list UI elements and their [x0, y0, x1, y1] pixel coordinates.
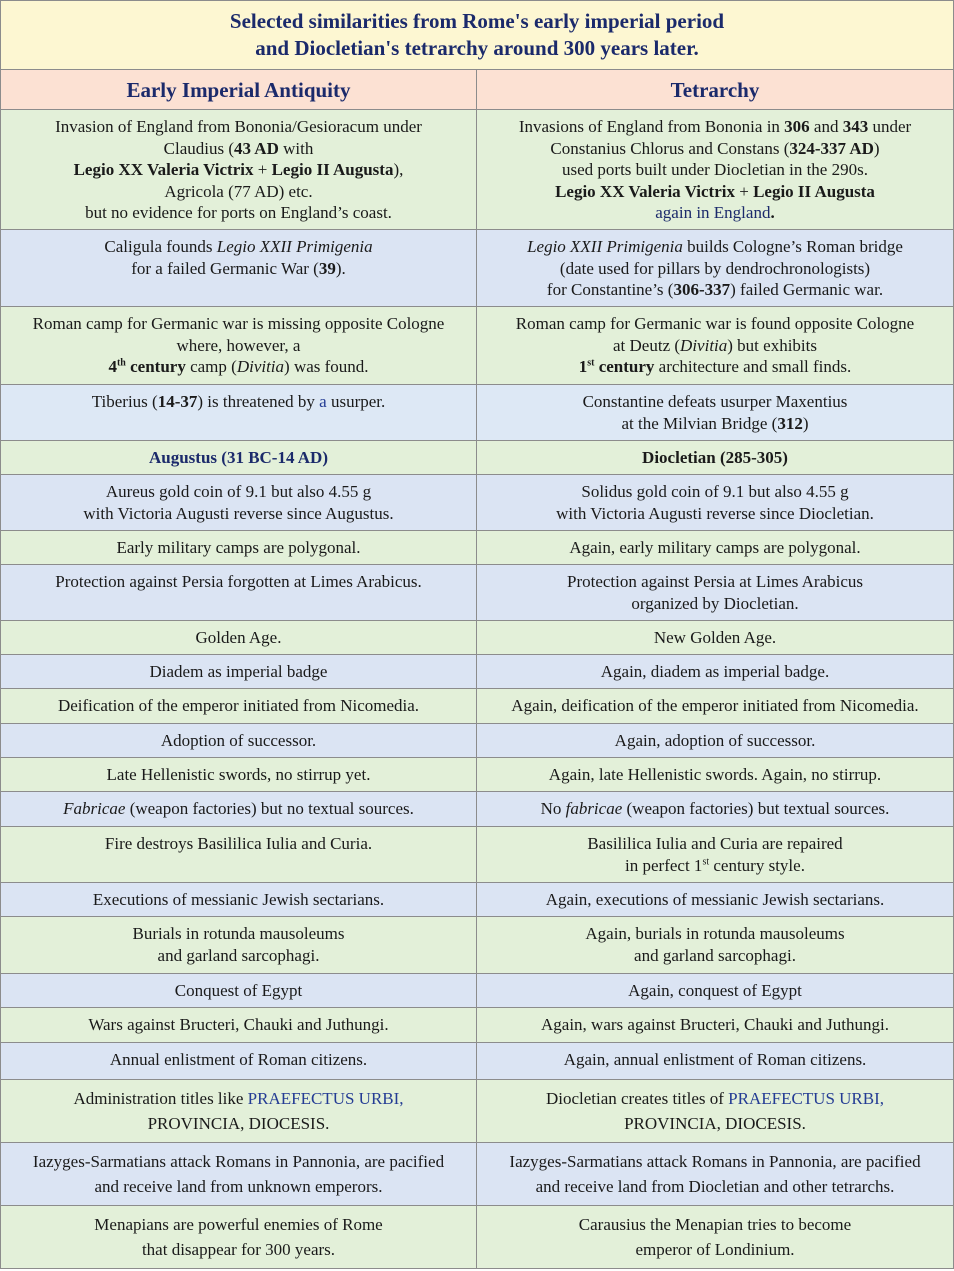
text: No [540, 799, 566, 818]
text: Tiberius ( [91, 392, 158, 411]
table-title [1, 1, 954, 70]
cell-right [477, 792, 954, 827]
cell-right [477, 110, 954, 230]
table-row [1, 758, 954, 792]
table-row [1, 1206, 954, 1269]
text: 4 [108, 357, 117, 376]
text: Again, executions of messianic Jewish sectarians. [545, 890, 885, 909]
text: Burials in rotunda mausoleums [132, 924, 345, 943]
cell-right [477, 974, 954, 1008]
cell-right [477, 1206, 954, 1269]
table-row [1, 110, 954, 230]
text: Legio II Augusta [753, 181, 875, 201]
cell-right [477, 827, 954, 883]
text: for a failed Germanic War ( [131, 258, 319, 278]
text: usurper. [326, 392, 386, 411]
cell-left [1, 621, 477, 655]
cell-right [477, 1043, 954, 1080]
text: Again, diadem as imperial badge. [600, 662, 830, 681]
title-line-1: Selected similarities from Rome's early imperial period [229, 9, 725, 33]
text: Invasions of England from Bononia in [518, 117, 785, 136]
text: used ports built under Diocletian in the 290s. [562, 160, 868, 179]
text: Deification of the emperor initiated from Nicomedia. [57, 696, 420, 715]
cell-left [1, 1206, 477, 1269]
text: Legio XX Valeria Victrix [555, 181, 735, 201]
text: Divitia [680, 335, 728, 355]
cell-left [1, 531, 477, 565]
table-row [1, 531, 954, 565]
text: (weapon factories) but textual sources. [622, 799, 890, 818]
text: and garland sarcophagi. [157, 945, 320, 965]
table-row [1, 917, 954, 974]
text: 43 AD [234, 138, 279, 158]
text: PRAEFECTUS URBI, [728, 1089, 885, 1108]
cell-left [1, 565, 477, 621]
text: 14-37 [157, 392, 198, 411]
text: ) was found. [284, 357, 369, 376]
table-row [1, 883, 954, 917]
text: Diocletian (285-305) [642, 448, 788, 467]
table-row [1, 1143, 954, 1206]
text: century [594, 357, 655, 376]
text: st [702, 855, 710, 867]
cell-right [477, 724, 954, 758]
table-row [1, 1080, 954, 1143]
text: with Victoria Augusti reverse since Diocletian. [556, 503, 874, 523]
text: Golden Age. [195, 628, 282, 647]
text: where, however, a [176, 335, 301, 355]
cell-right [477, 883, 954, 917]
cell-right [477, 307, 954, 385]
text: . [770, 203, 775, 222]
text: Iazyges-Sarmatians attack Romans in Pannonia, are pacified [32, 1152, 445, 1171]
table-row [1, 565, 954, 621]
header-early-imperial: Early Imperial Antiquity [1, 70, 477, 110]
table-row [1, 230, 954, 307]
text: st [587, 357, 595, 369]
cell-right [477, 1080, 954, 1143]
text: New Golden Age. [653, 628, 777, 647]
text: again in England [655, 203, 771, 222]
cell-left [1, 758, 477, 792]
text: Caligula founds [104, 237, 217, 256]
text: with Victoria Augusti reverse since Augustus. [83, 503, 394, 523]
text: Fabricae [63, 799, 126, 818]
text: Early military camps are polygonal. [116, 538, 361, 557]
text: in perfect 1 [625, 855, 703, 875]
text: and garland sarcophagi. [634, 945, 796, 965]
text: + [734, 181, 754, 201]
text: ) [802, 413, 809, 433]
cell-left [1, 441, 477, 475]
cell-left [1, 385, 477, 441]
text: Again, burials in rotunda mausoleums [585, 924, 845, 943]
text: + [253, 160, 272, 179]
cell-right [477, 475, 954, 531]
table-row [1, 621, 954, 655]
text: Claudius ( [163, 138, 234, 158]
cell-left [1, 1080, 477, 1143]
text: Iazyges-Sarmatians attack Romans in Pannonia, are pacified [509, 1152, 921, 1171]
table-row [1, 792, 954, 827]
text: organized by Diocletian. [631, 593, 799, 613]
text: PROVINCIA, DIOCESIS. [624, 1114, 806, 1133]
text: ) is threatened by [197, 392, 320, 411]
cell-left [1, 1008, 477, 1043]
text: Aureus gold coin of 9.1 but also 4.55 g [105, 482, 372, 501]
cell-right [477, 917, 954, 974]
text: Legio XXII Primigenia [527, 237, 683, 256]
cell-right [477, 655, 954, 689]
header-tetrarchy: Tetrarchy [477, 70, 954, 110]
text: Again, conquest of Egypt [628, 981, 802, 1000]
text: Annual enlistment of Roman citizens. [109, 1050, 368, 1069]
text: Adoption of successor. [160, 731, 317, 750]
table-row [1, 1043, 954, 1080]
cell-left [1, 974, 477, 1008]
text: Diadem as imperial badge [149, 662, 328, 681]
text: Again, wars against Bructeri, Chauki and Juthungi. [541, 1015, 889, 1034]
text: Wars against Bructeri, Chauki and Juthungi. [88, 1015, 389, 1034]
text: 306-337 [673, 280, 731, 299]
text: Protection against Persia at Limes Arabicus [566, 572, 863, 591]
text: Constantine defeats usurper Maxentius [582, 392, 848, 411]
text: camp ( [185, 357, 237, 376]
table-row [1, 974, 954, 1008]
cell-right [477, 531, 954, 565]
text: Constanius Chlorus and Constans ( [550, 138, 790, 158]
text: Solidus gold coin of 9.1 but also 4.55 g [581, 482, 849, 501]
text: ). [335, 258, 346, 278]
text: that disappear for 300 years. [141, 1240, 336, 1259]
text: Roman camp for Germanic war is missing opposite Cologne [32, 314, 445, 333]
cell-left [1, 917, 477, 974]
text: PROVINCIA, DIOCESIS. [147, 1114, 330, 1133]
cell-left [1, 689, 477, 724]
text: Fire destroys Basililica Iulia and Curia. [104, 834, 373, 853]
cell-left [1, 792, 477, 827]
text: 343 [842, 117, 869, 136]
text: (weapon factories) but no textual sources. [125, 799, 414, 818]
table-row [1, 385, 954, 441]
cell-right [477, 1008, 954, 1043]
text: Again, late Hellenistic swords. Again, no stirrup. [548, 765, 882, 784]
title-line-2: and Diocletian's tetrarchy around 300 years later. [255, 36, 699, 60]
text: Menapians are powerful enemies of Rome [94, 1215, 383, 1234]
text: 306 [784, 117, 810, 136]
cell-left [1, 655, 477, 689]
text: but no evidence for ports on England’s coast. [85, 203, 392, 222]
text: Divitia [236, 357, 285, 376]
cell-left [1, 307, 477, 385]
text: for Constantine’s ( [546, 280, 674, 299]
table-row [1, 689, 954, 724]
cell-right [477, 758, 954, 792]
text: century [125, 357, 186, 376]
text: ), [393, 160, 404, 179]
text: emperor of Londinium. [635, 1240, 795, 1259]
text: Again, deification of the emperor initiated from Nicomedia. [511, 696, 919, 715]
text: Administration titles like [73, 1089, 248, 1108]
cell-left [1, 1143, 477, 1206]
table-row [1, 827, 954, 883]
text: under [868, 117, 912, 136]
text: Legio XX Valeria Victrix [73, 160, 254, 179]
text: Agricola (77 AD) etc. [164, 181, 313, 201]
text: Protection against Persia forgotten at Limes Arabicus. [55, 572, 422, 591]
text: Again, early military camps are polygonal. [569, 538, 861, 557]
text: architecture and small finds. [654, 357, 852, 376]
table-row [1, 441, 954, 475]
text: Again, adoption of successor. [614, 731, 816, 750]
text: 1 [578, 357, 588, 376]
cell-left [1, 475, 477, 531]
text: a [319, 392, 327, 411]
text: (date used for pillars by dendrochronologists) [559, 258, 871, 278]
text: Legio XXII Primigenia [216, 237, 373, 256]
text: at the Milvian Bridge ( [621, 413, 778, 433]
cell-left [1, 827, 477, 883]
text: Again, annual enlistment of Roman citizens. [563, 1050, 867, 1069]
text: ) but exhibits [727, 335, 817, 355]
table-row [1, 724, 954, 758]
text: and receive land from unknown emperors. [94, 1177, 383, 1196]
text: Basililica Iulia and Curia are repaired [587, 834, 843, 853]
cell-left [1, 724, 477, 758]
text: builds Cologne’s Roman bridge [682, 237, 903, 256]
cell-left [1, 883, 477, 917]
text: Carausius the Menapian tries to become [578, 1215, 852, 1234]
cell-right [477, 689, 954, 724]
table-row [1, 655, 954, 689]
text: with [278, 138, 314, 158]
text: Invasion of England from Bononia/Gesioracum under [55, 117, 422, 136]
cell-right [477, 565, 954, 621]
cell-right [477, 1143, 954, 1206]
text: at Deutz ( [613, 335, 681, 355]
text: Diocletian creates titles of [545, 1089, 729, 1108]
text: th [116, 357, 126, 369]
table-row [1, 1008, 954, 1043]
text: Legio II Augusta [271, 160, 394, 179]
text: Augustus (31 BC-14 AD) [149, 448, 328, 467]
cell-right [477, 621, 954, 655]
table-row [1, 307, 954, 385]
text: Executions of messianic Jewish sectarians. [92, 890, 385, 909]
text: 39 [318, 258, 336, 278]
table-row [1, 475, 954, 531]
cell-left [1, 110, 477, 230]
text: and receive land from Diocletian and other tetrarchs. [535, 1177, 895, 1196]
text: ) failed Germanic war. [730, 280, 884, 299]
text: PRAEFECTUS URBI, [247, 1089, 404, 1108]
cell-left [1, 230, 477, 307]
text: Late Hellenistic swords, no stirrup yet. [106, 765, 371, 784]
text: Conquest of Egypt [174, 981, 303, 1000]
text: ) [873, 138, 880, 158]
cell-right [477, 441, 954, 475]
cell-left [1, 1043, 477, 1080]
text: 324-337 AD [789, 138, 874, 158]
text: century style. [709, 855, 805, 875]
text: 312 [777, 413, 803, 433]
cell-right [477, 230, 954, 307]
text: fabricae [565, 799, 623, 818]
text: and [809, 117, 843, 136]
text: Roman camp for Germanic war is found opposite Cologne [515, 314, 915, 333]
cell-right [477, 385, 954, 441]
